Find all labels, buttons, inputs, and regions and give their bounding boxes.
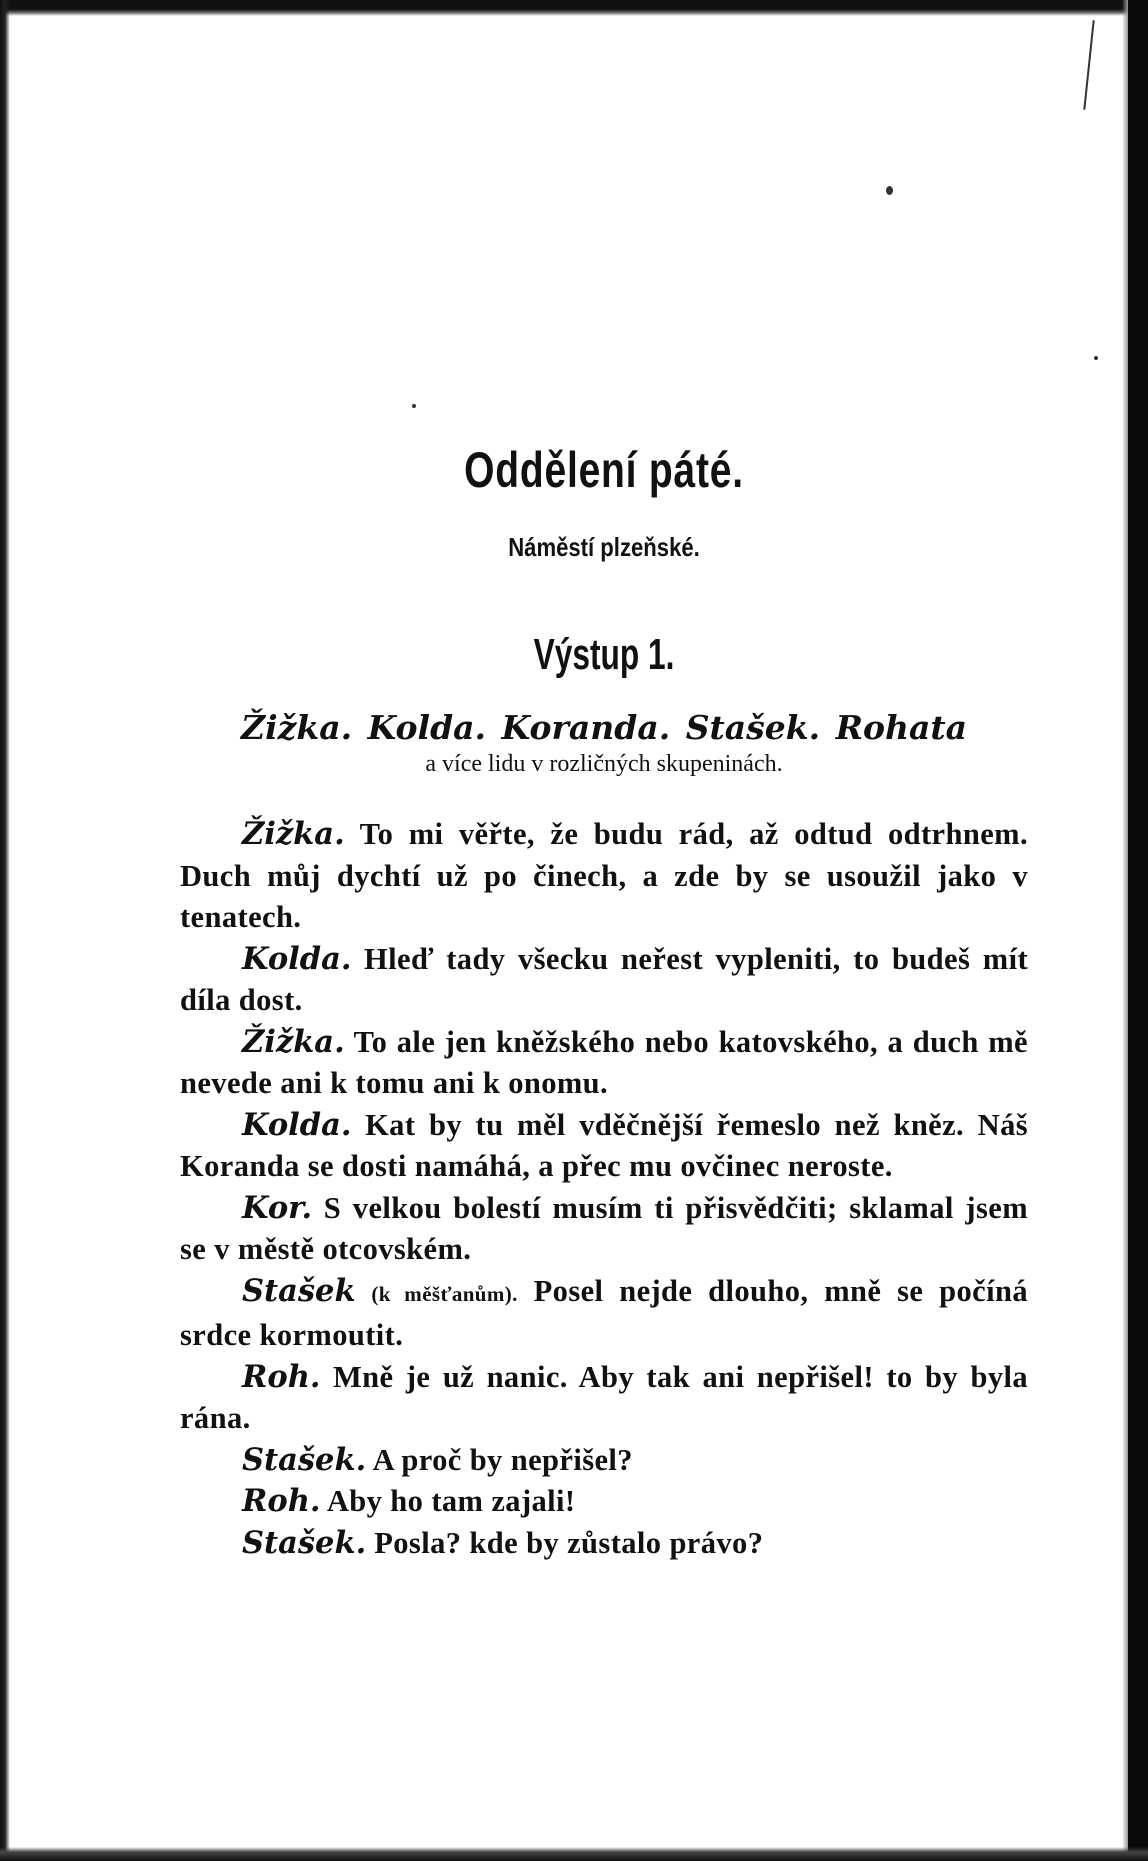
dramatis-personae: Žižka. Kolda. Koranda. Stašek. Rohata	[241, 708, 967, 747]
dialogue-text: S velkou bolestí musím ti přisvědčiti; sklamal jsem se v městě otcovském.	[180, 1190, 1029, 1266]
dialogue	[180, 814, 1028, 1564]
speaker-name: Stašek	[242, 1272, 356, 1309]
scene-title: Výstup 1.	[533, 630, 675, 679]
speaker-name: Roh.	[242, 1358, 321, 1395]
speaker-name: Žižka.	[242, 1023, 345, 1060]
dialogue-text: To ale jen kněžského nebo katovského, a duch mě nevede ani k tomu ani k onomu.	[180, 1024, 1028, 1100]
speaker-name: Žižka.	[242, 816, 345, 852]
dialogue-line	[180, 1481, 1028, 1523]
dialogue-line	[180, 939, 1028, 1022]
dialogue-line	[180, 1271, 1028, 1357]
speaker-name: Stašek.	[242, 1441, 367, 1478]
scene-place: Náměstí plzeňské.	[508, 532, 700, 562]
dialogue-text: To mi věřte, že budu rád, až odtud odtrhnem. Duch můj dychtí už po činech, a zde by se usoužil jako v tenatech.	[180, 817, 1028, 934]
page-content	[180, 440, 1028, 1564]
speaker-name: Kor.	[242, 1189, 313, 1226]
dialogue-text: Mně je už nanic. Aby tak ani nepřišel! to by byla rána.	[180, 1359, 1028, 1435]
dialogue-line	[180, 1022, 1028, 1105]
chapter-title: Oddělení páté.	[464, 442, 744, 498]
dialogue-text: Kat by tu měl vděčnější řemeslo než kněz. Náš Koranda se dosti namáhá, a přec mu ovčinec neroste.	[180, 1107, 1028, 1183]
dust-speck	[412, 404, 416, 408]
page-edge-bottom	[0, 1847, 1148, 1861]
speaker-name: Roh.	[242, 1483, 321, 1519]
dialogue-line	[180, 1523, 1028, 1565]
dialogue-text: A proč by nepřišel?	[372, 1442, 633, 1477]
dialogue-text: Posla? kde by zůstalo právo?	[374, 1525, 764, 1560]
speaker-name: Stašek.	[242, 1524, 367, 1561]
dust-speck	[1094, 356, 1098, 360]
dramatis-personae-crowd: a více lidu v rozličných skupeninách.	[425, 751, 783, 777]
dialogue-text: Hleď tady všecku neřest vypleniti, to budeš mít díla dost.	[180, 941, 1028, 1017]
dialogue-line	[180, 1357, 1028, 1440]
page-edge-right	[1128, 0, 1148, 1861]
page-edge-left	[0, 0, 10, 1861]
stage-direction: (k měšťanům).	[371, 1281, 518, 1306]
dialogue-text: Posel nejde dlouho, mně se počíná srdce kormoutit.	[180, 1273, 1028, 1352]
dialogue-line	[180, 1440, 1028, 1482]
dialogue-line	[180, 1105, 1028, 1188]
scan-fold-mark	[1083, 20, 1094, 110]
dialogue-text: Aby ho tam zajali!	[326, 1484, 576, 1518]
speaker-name: Kolda.	[242, 940, 352, 977]
speaker-name: Kolda.	[242, 1106, 352, 1143]
dialogue-line	[180, 1188, 1028, 1271]
page-edge-top	[0, 0, 1148, 16]
dialogue-line	[180, 814, 1028, 939]
dust-speck	[886, 186, 893, 195]
